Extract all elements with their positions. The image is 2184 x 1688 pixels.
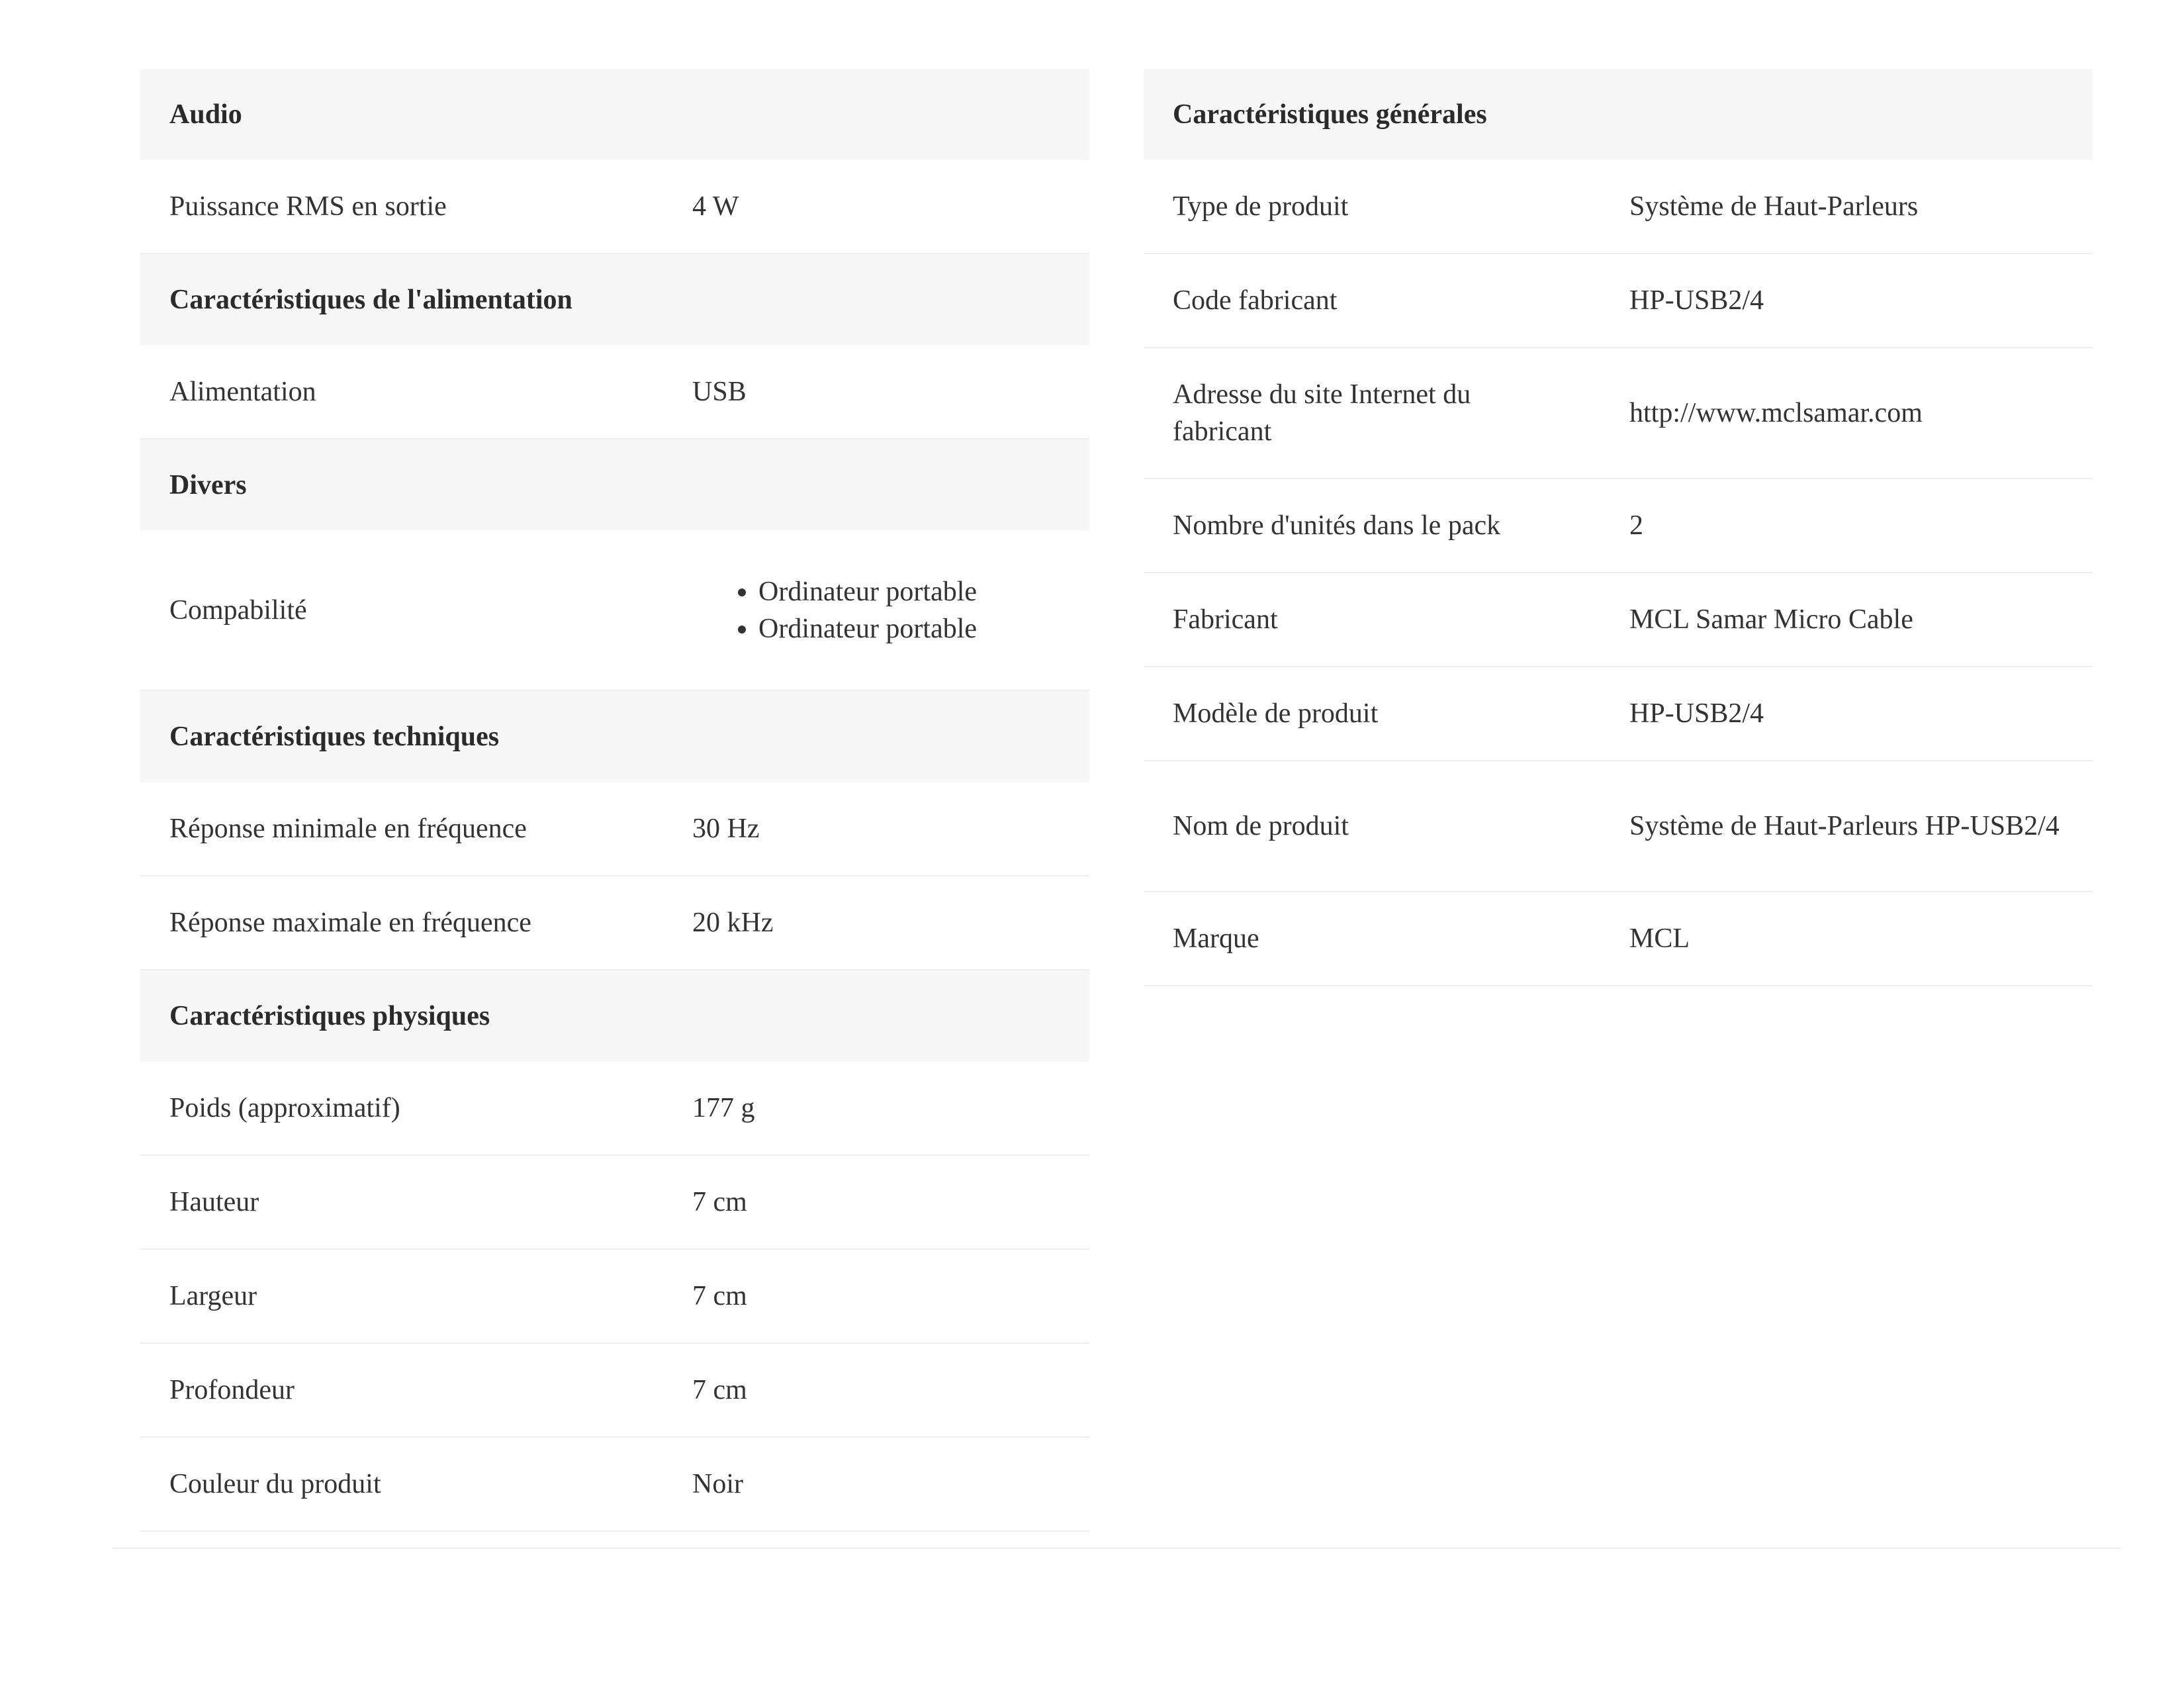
spec-value: 4 W: [663, 160, 1089, 254]
section-title: Caractéristiques de l'alimentation: [140, 254, 1089, 346]
spec-row: [140, 1155, 1089, 1249]
spec-value: Noir: [663, 1437, 1089, 1531]
section-title: Caractéristiques techniques: [140, 690, 1089, 782]
spec-label: Puissance RMS en sortie: [140, 160, 663, 254]
section-header-general: [1144, 69, 2093, 160]
spec-row: [140, 1343, 1089, 1437]
spec-value: 7 cm: [663, 1343, 1089, 1437]
spec-row: [140, 1249, 1089, 1343]
spec-value: Système de Haut-Parleurs HP-USB2/4: [1600, 761, 2093, 892]
spec-label: Type de produit: [1144, 160, 1600, 254]
spec-row-compatibility: [140, 531, 1089, 690]
list-item: • Ordinateur portable: [758, 573, 1060, 610]
spec-label: Poids (approximatif): [140, 1062, 663, 1155]
spec-row: [1144, 892, 2093, 986]
spec-value: 7 cm: [663, 1155, 1089, 1249]
spec-value: MCL: [1600, 892, 2093, 986]
section-header-technical: [140, 690, 1089, 782]
spec-row: [140, 346, 1089, 439]
spec-row: [140, 1062, 1089, 1155]
spec-label: Marque: [1144, 892, 1600, 986]
spec-value-link: http://www.mclsamar.com: [1600, 348, 2093, 479]
spec-label: Alimentation: [140, 346, 663, 439]
spec-row: [140, 160, 1089, 254]
list-item: • Ordinateur portable: [758, 610, 1060, 647]
right-spec-table: [1144, 69, 2093, 986]
spec-value-list: [663, 531, 1089, 690]
section-title: Divers: [140, 439, 1089, 531]
spec-label: Modèle de produit: [1144, 667, 1600, 761]
spec-value: USB: [663, 346, 1089, 439]
spec-value: 2: [1600, 479, 2093, 573]
spec-row: [1144, 160, 2093, 254]
right-spec-column: [1144, 69, 2093, 986]
section-header-power: [140, 254, 1089, 346]
section-header-physical: [140, 970, 1089, 1062]
left-spec-column: [140, 69, 1089, 1532]
spec-row: [1144, 254, 2093, 348]
spec-label: Profondeur: [140, 1343, 663, 1437]
section-title: Caractéristiques physiques: [140, 970, 1089, 1062]
spec-label: Nombre d'unités dans le pack: [1144, 479, 1600, 573]
spec-row: [1144, 348, 2093, 479]
spec-value: 177 g: [663, 1062, 1089, 1155]
spec-label: Nom de produit: [1144, 761, 1600, 892]
spec-value: 7 cm: [663, 1249, 1089, 1343]
spec-label: Réponse maximale en fréquence: [140, 876, 663, 970]
spec-label: Adresse du site Internet du fabricant: [1144, 348, 1600, 479]
section-title: Caractéristiques générales: [1144, 69, 2093, 160]
spec-row: [1144, 667, 2093, 761]
spec-row: [140, 876, 1089, 970]
spec-label: Largeur: [140, 1249, 663, 1343]
section-header-audio: [140, 69, 1089, 160]
spec-row: [1144, 479, 2093, 573]
section-title: Audio: [140, 69, 1089, 160]
spec-value: 20 kHz: [663, 876, 1089, 970]
spec-label: Couleur du produit: [140, 1437, 663, 1531]
spec-row: [140, 782, 1089, 876]
left-spec-table: [140, 69, 1089, 1532]
spec-value: MCL Samar Micro Cable: [1600, 573, 2093, 667]
compatibility-list: [692, 573, 1060, 647]
spec-label: Compabilité: [140, 531, 663, 690]
spec-row: [140, 1437, 1089, 1531]
spec-value: HP-USB2/4: [1600, 667, 2093, 761]
spec-value: Système de Haut-Parleurs: [1600, 160, 2093, 254]
spec-label: Réponse minimale en fréquence: [140, 782, 663, 876]
spec-label: Code fabricant: [1144, 254, 1600, 348]
section-header-misc: [140, 439, 1089, 531]
spec-value: HP-USB2/4: [1600, 254, 2093, 348]
spec-value: 30 Hz: [663, 782, 1089, 876]
footer-divider: [113, 1548, 2120, 1549]
spec-row: [1144, 761, 2093, 892]
spec-row: [1144, 573, 2093, 667]
spec-label: Fabricant: [1144, 573, 1600, 667]
spec-label: Hauteur: [140, 1155, 663, 1249]
